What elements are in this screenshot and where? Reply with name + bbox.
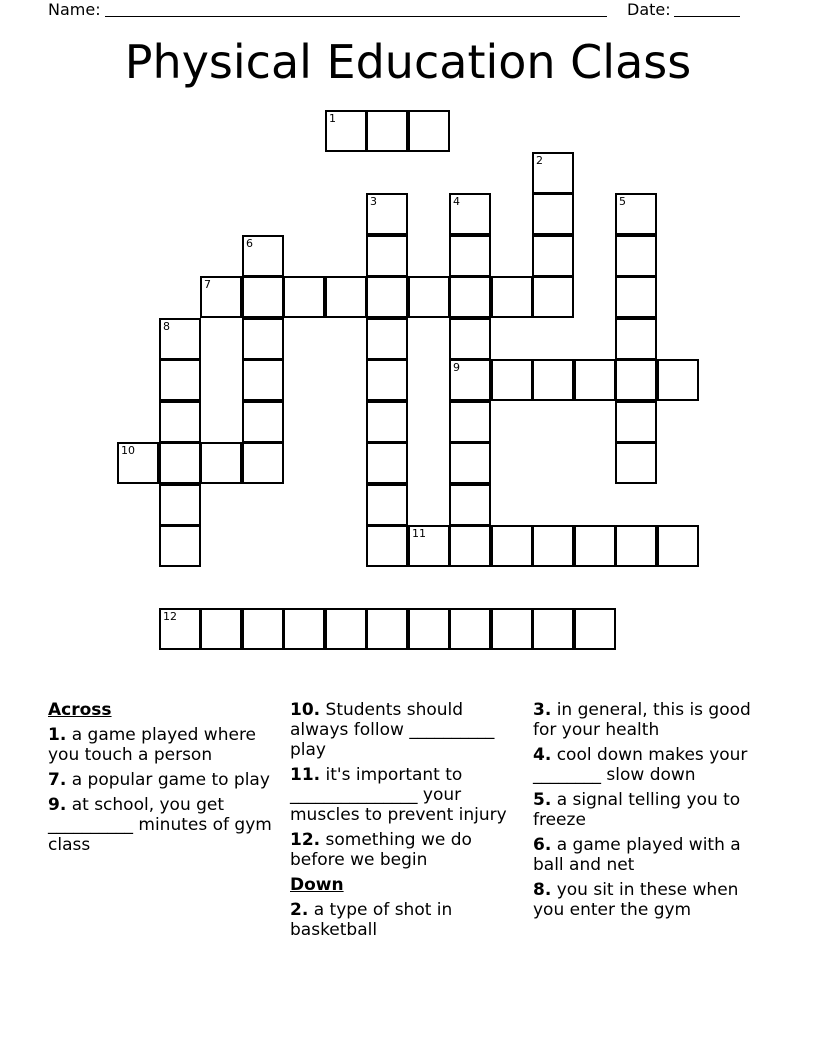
across-heading: Across <box>48 700 112 720</box>
grid-cell[interactable] <box>408 110 450 152</box>
clue-number: 9 <box>453 361 460 374</box>
clue-across-9: 9. at school, you get __________ minutes of gym class <box>48 795 272 855</box>
grid-cell[interactable] <box>449 359 491 401</box>
clue-number: 5 <box>619 195 626 208</box>
grid-cell[interactable] <box>532 235 574 277</box>
grid-cell[interactable] <box>366 318 408 360</box>
grid-cell[interactable] <box>657 359 699 401</box>
grid-cell[interactable] <box>117 442 159 484</box>
clue-number: 1 <box>329 112 336 125</box>
grid-cell[interactable] <box>159 525 201 567</box>
grid-cell[interactable] <box>574 359 616 401</box>
down-heading: Down <box>290 875 344 895</box>
clue-number: 3 <box>370 195 377 208</box>
grid-cell[interactable] <box>242 608 284 650</box>
grid-cell[interactable] <box>366 442 408 484</box>
grid-cell[interactable] <box>159 442 201 484</box>
grid-cell[interactable] <box>574 608 616 650</box>
grid-cell[interactable] <box>159 484 201 526</box>
grid-cell[interactable] <box>532 525 574 567</box>
clue-column-2 <box>290 700 526 945</box>
grid-cell[interactable] <box>532 276 574 318</box>
grid-cell[interactable] <box>242 276 284 318</box>
grid-cell[interactable] <box>615 359 657 401</box>
grid-cell[interactable] <box>366 608 408 650</box>
clue-column-3 <box>533 700 773 925</box>
grid-cell[interactable] <box>283 276 325 318</box>
grid-cell[interactable] <box>615 276 657 318</box>
grid-cell[interactable] <box>657 525 699 567</box>
page-title: Physical Education Class <box>124 35 692 89</box>
grid-cell[interactable] <box>242 401 284 443</box>
grid-cell[interactable] <box>408 608 450 650</box>
clue-down-4: 4. cool down makes your ________ slow down <box>533 745 748 785</box>
clue-down-5: 5. a signal telling you to freeze <box>533 790 741 830</box>
grid-cell[interactable] <box>615 442 657 484</box>
grid-cell[interactable] <box>615 318 657 360</box>
grid-cell[interactable] <box>574 525 616 567</box>
clue-across-7: 7. a popular game to play <box>48 770 270 790</box>
grid-cell[interactable] <box>408 276 450 318</box>
grid-cell[interactable] <box>366 193 408 235</box>
name-label: Name: <box>48 0 101 19</box>
grid-cell[interactable] <box>366 525 408 567</box>
grid-cell[interactable] <box>615 525 657 567</box>
grid-cell[interactable] <box>491 608 533 650</box>
grid-cell[interactable] <box>449 608 491 650</box>
grid-cell[interactable] <box>491 525 533 567</box>
clue-number: 6 <box>246 237 253 250</box>
grid-cell[interactable] <box>615 401 657 443</box>
grid-cell[interactable] <box>325 608 367 650</box>
grid-cell[interactable] <box>325 276 367 318</box>
grid-cell[interactable] <box>242 359 284 401</box>
clue-across-1: 1. a game played where you touch a person <box>48 725 257 765</box>
grid-cell[interactable] <box>242 235 284 277</box>
grid-cell[interactable] <box>366 359 408 401</box>
grid-cell[interactable] <box>325 110 367 152</box>
grid-cell[interactable] <box>532 608 574 650</box>
grid-cell[interactable] <box>449 318 491 360</box>
clue-number: 2 <box>536 154 543 167</box>
clue-column-1 <box>48 700 278 860</box>
grid-cell[interactable] <box>366 484 408 526</box>
grid-cell[interactable] <box>366 235 408 277</box>
grid-cell[interactable] <box>283 608 325 650</box>
date-label: Date: <box>627 0 671 19</box>
clue-across-12: 12. something we do before we begin <box>290 830 472 870</box>
grid-cell[interactable] <box>242 442 284 484</box>
clue-number: 11 <box>412 527 426 540</box>
grid-cell[interactable] <box>449 442 491 484</box>
grid-cell[interactable] <box>366 401 408 443</box>
clue-down-6: 6. a game played with a ball and net <box>533 835 741 875</box>
clue-number: 8 <box>163 320 170 333</box>
grid-cell[interactable] <box>449 235 491 277</box>
clue-number: 7 <box>204 278 211 291</box>
clue-down-3: 3. in general, this is good for your health <box>533 700 751 740</box>
grid-cell[interactable] <box>449 484 491 526</box>
grid-cell[interactable] <box>449 276 491 318</box>
clue-number: 12 <box>163 610 177 623</box>
grid-cell[interactable] <box>408 525 450 567</box>
grid-cell[interactable] <box>449 401 491 443</box>
grid-cell[interactable] <box>242 318 284 360</box>
clue-number: 10 <box>121 444 135 457</box>
grid-cell[interactable] <box>200 608 242 650</box>
clue-across-11: 11. it's important to _______________ your muscles to prevent injury <box>290 765 507 825</box>
grid-cell[interactable] <box>366 276 408 318</box>
clue-number: 4 <box>453 195 460 208</box>
grid-cell[interactable] <box>491 359 533 401</box>
clue-across-10: 10. Students should always follow __________ play <box>290 700 495 760</box>
grid-cell[interactable] <box>615 235 657 277</box>
grid-cell[interactable] <box>159 359 201 401</box>
clue-down-2: 2. a type of shot in basketball <box>290 900 453 940</box>
grid-cell[interactable] <box>532 359 574 401</box>
grid-cell[interactable] <box>200 442 242 484</box>
grid-cell[interactable] <box>159 318 201 360</box>
grid-cell[interactable] <box>159 401 201 443</box>
grid-cell[interactable] <box>449 193 491 235</box>
clue-down-8: 8. you sit in these when you enter the gym <box>533 880 739 920</box>
grid-cell[interactable] <box>449 525 491 567</box>
grid-cell[interactable] <box>200 276 242 318</box>
grid-cell[interactable] <box>491 276 533 318</box>
grid-cell[interactable] <box>159 608 201 650</box>
grid-cell[interactable] <box>615 193 657 235</box>
grid-cell[interactable] <box>532 152 574 194</box>
grid-cell[interactable] <box>532 193 574 235</box>
grid-cell[interactable] <box>366 110 408 152</box>
